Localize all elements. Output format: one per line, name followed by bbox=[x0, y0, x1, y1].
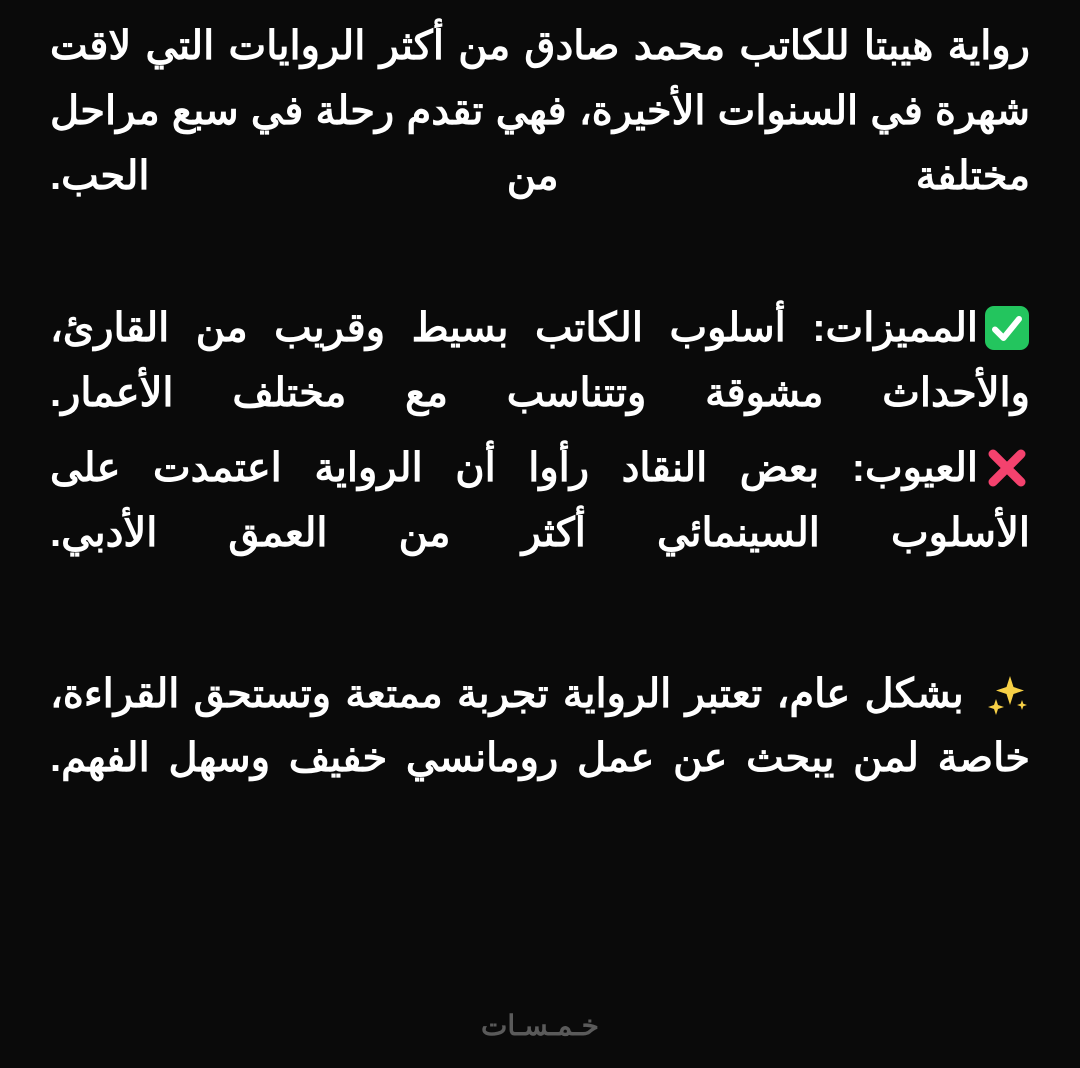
white-check-mark-icon bbox=[984, 305, 1030, 351]
cons-text: بعض النقاد رأوا أن الرواية اعتمدت على الأسلوب السينمائي أكثر من العمق الأدبي. bbox=[50, 445, 1030, 555]
intro-paragraph: رواية هيبتا للكاتب محمد صادق من أكثر الروايات التي لاقت شهرة في السنوات الأخيرة، فهي تقدم رحلة في سبع مراحل مختلفة من الحب. bbox=[50, 24, 1030, 198]
paragraph-spacer bbox=[50, 208, 1030, 296]
cons-paragraph bbox=[50, 436, 1030, 566]
cons-paragraph-block bbox=[50, 436, 1030, 566]
sparkles-icon bbox=[984, 671, 1030, 717]
cons-label: العيوب: bbox=[851, 445, 978, 490]
paragraph-spacer-small bbox=[50, 426, 1030, 436]
intro-paragraph-block bbox=[50, 14, 1030, 208]
pros-text: أسلوب الكاتب بسيط وقريب من القارئ، والأحداث مشوقة وتتناسب مع مختلف الأعمار. bbox=[50, 306, 1030, 416]
pros-label: المميزات: bbox=[812, 306, 978, 351]
conclusion-text: بشكل عام، تعتبر الرواية تجربة ممتعة وتستحق القراءة، خاصة لمن يبحث عن عمل رومانسي خفيف وسهل الفهم. bbox=[50, 671, 1030, 781]
pros-paragraph bbox=[50, 296, 1030, 426]
watermark: خـمـسـات bbox=[481, 1010, 599, 1041]
conclusion-paragraph bbox=[50, 662, 1030, 792]
pros-paragraph-block bbox=[50, 296, 1030, 426]
conclusion-paragraph-block bbox=[50, 662, 1030, 792]
cross-mark-icon bbox=[984, 445, 1030, 491]
paragraph-spacer-large bbox=[50, 566, 1030, 662]
